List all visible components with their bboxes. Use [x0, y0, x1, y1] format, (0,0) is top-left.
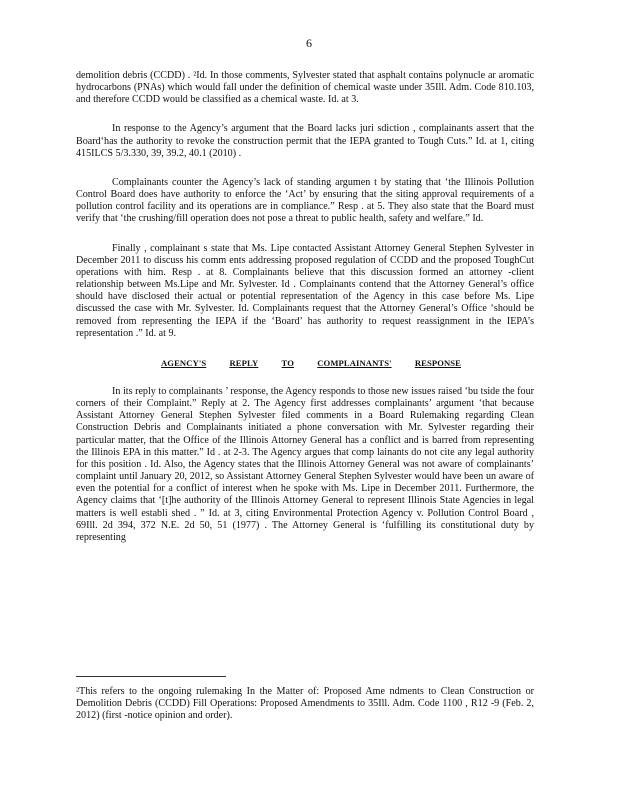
paragraph-agency-reply: In its reply to complainants ’ response, the Agency responds to those new issues raised ‘bu tside the four corners of their Complaint.” Reply at 2. The Agency first addresses complainants’ argument ‘that because Assistant Attorney General Stephen Sylvester filed comments in a Board Rulemaking regarding Clean Construction Debris and Complainants initiated a phone conversation with Mr. Sylvester regarding their particular matter, that the Office of the Illinois Attorney General has a conflict and is barred from representing the Illinois EPA in this matter.” Id . at 2-3. The Agency argues that comp lainants do not cite any legal authority for this position . Id. Also, the Agency states that the Illinois Attorney General was not aware of complainants’ complaint until January 20, 2012, so Assistant Attorney General Stephen Sylvester would have been un aware of even the potential for a conflict of interest when he spoke with Ms. Lipe in December 2011. Furthermore, the Agency claims that ‘[t]he authority of the Illinois Attorney General to represent Illinois State Agencies in legal matters is well establi shed . ” Id. at 3, citing Environmental Protection Agency v. Pollution Control Board , 69Ill. 2d 394, 372 N.E. 2d 50, 51 (1977) . The Attorney General is ‘fulfilling its constitutional duty by representing — [76, 385, 534, 543]
footnote-divider — [76, 676, 226, 677]
heading-word: AGENCY'S — [161, 357, 207, 368]
document-body — [76, 70, 534, 561]
heading-word: RESPONSE — [414, 357, 461, 368]
paragraph-jurisdiction: In response to the Agency’s argument that the Board lacks juri sdiction , complainants assert that the Board‘has the authority to revoke the construction permit that the IEPA granted to Tough Cuts.” Id. at 1, citing 415ILCS 5/3.330, 39, 39.2, 40.1 (2010) . — [76, 123, 534, 159]
paragraph-standing: Complainants counter the Agency’s lack of standing argumen t by stating that ‘the Illinois Pollution Control Board does have authority to enforce the ‘Act’ by ensuring that the siting approval requirements of a pollution control facility and its operations are in compliance.” Resp . at 5. They also state that the Board must verify that ‘the crushing/fill operation does not pose a threat to public health, safety and welfare.” Id. — [76, 176, 534, 225]
paragraph-attorney-client: Finally , complainant s state that Ms. Lipe contacted Assistant Attorney General Stephen Sylvester in December 2011 to discuss his comm ents addressing proposed regulation of CCDD and the proposed ToughCut operations with him. Resp . at 8. Complainants believe that this discussion formed an attorney -client relationship between Ms.Lipe and Mr. Sylvester. Id . Complainants contend that the Attorney General’s office should have disclosed their actual or potential representation of the Agency in this case before Ms. Lipe discussed the case with Mr. Sylvester. Id. Complainants request that the Attorney General’s Office ‘should be removed from representing the IEPA if the ‘Board’ has authority to request reassignment in the IEPA’s representation .” Id. at 9. — [76, 242, 534, 339]
paragraph-ccdd-comments: demolition debris (CCDD) . ²Id. In those comments, Sylvester stated that asphalt contains polynucle ar aromatic hydrocarbons (PNAs) which would fall under the definition of chemical waste under 35Ill. Adm. Code 810.103, and therefore CCDD would be classified as a chemical waste. Id. at 3. — [76, 70, 534, 106]
heading-word: REPLY — [229, 357, 259, 368]
footnote: ²This refers to the ongoing rulemaking In the Matter of: Proposed Ame ndments to Clean Construction or Demolition Debris (CCDD) Fill Operations: Proposed Amendments to 35Ill. Adm. Code 1100 , R12 -9 (Feb. 2, 2012) (first -notice opinion and order). — [76, 686, 534, 722]
heading-word: COMPLAINANTS' — [317, 357, 392, 368]
page-number: 6 — [306, 36, 312, 50]
heading-word: TO — [281, 357, 294, 368]
section-heading — [161, 357, 461, 369]
